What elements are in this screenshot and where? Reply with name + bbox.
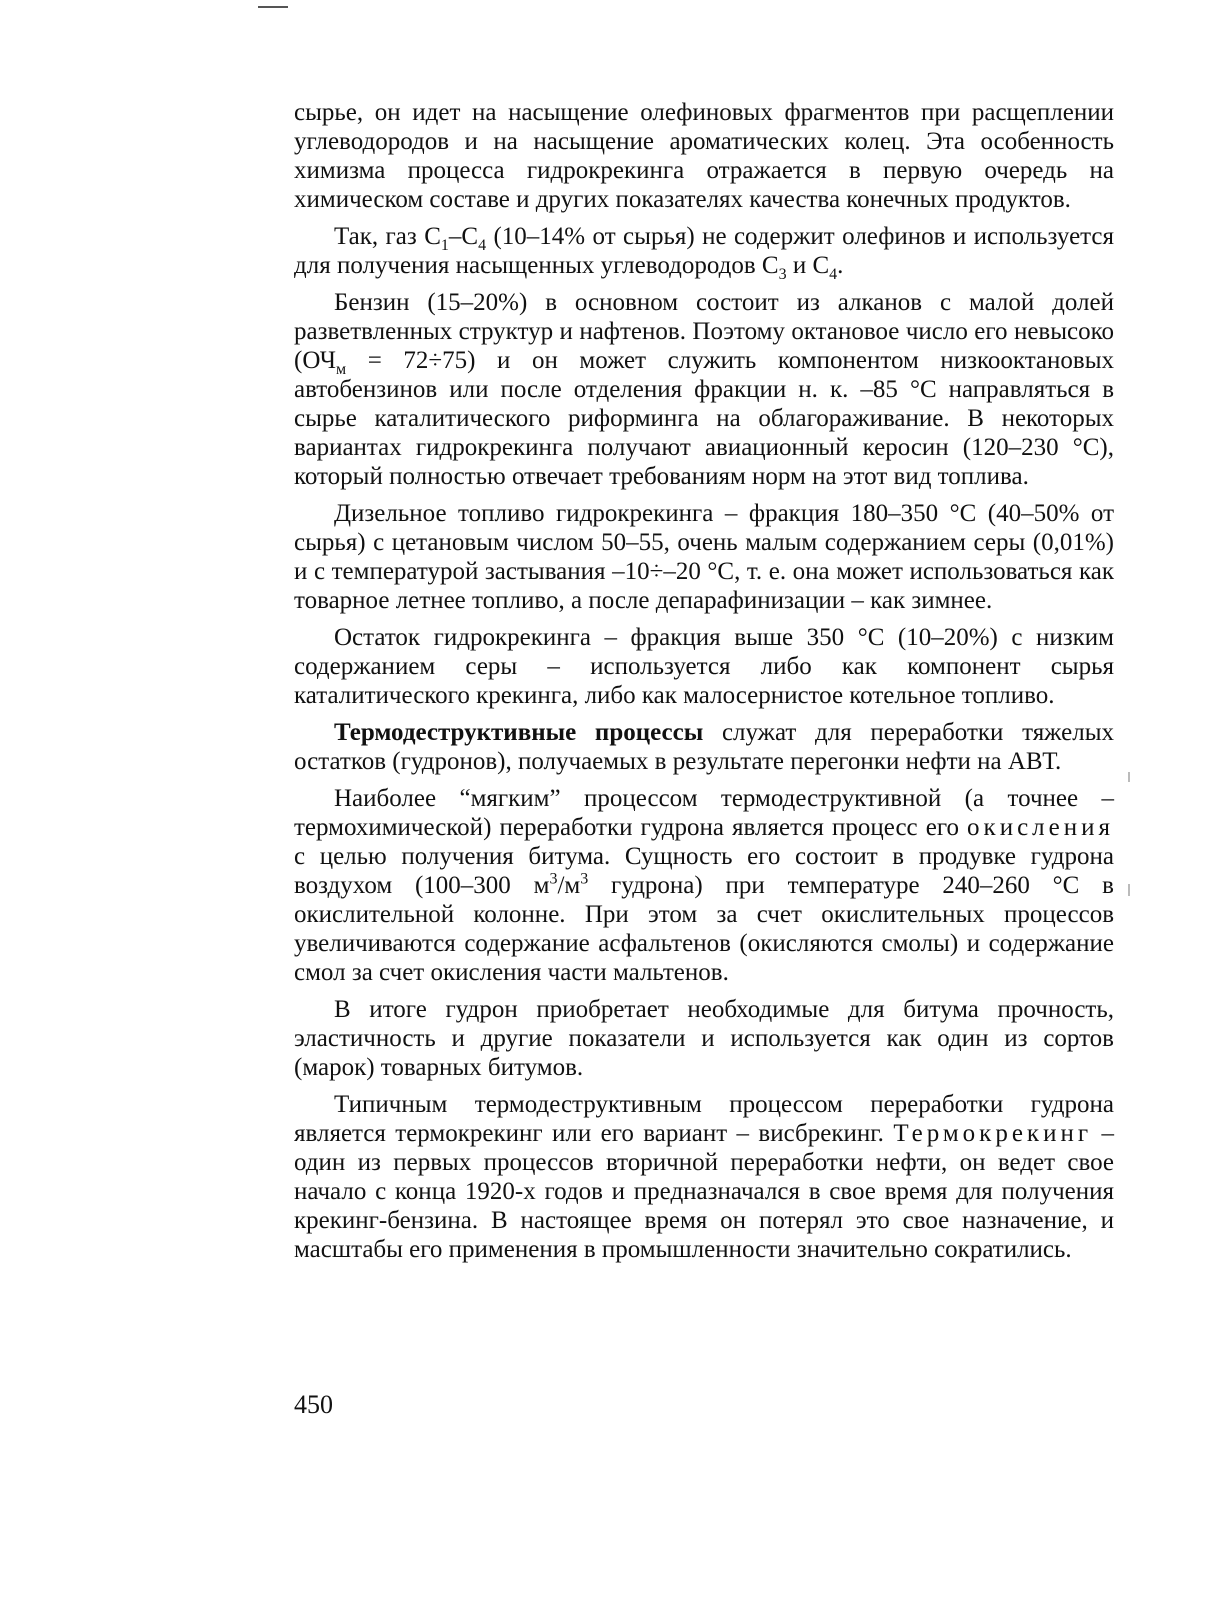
text-run: = 72÷75) и он может служить компонентом низкооктановых автобензинов или после отделения фракции н. к. –85 °С направляться в сырье каталитического риформинга на облагораживание. В некоторых вариантах гидрокрекинга получают авиационный керосин (120–230 °С), который полностью отвечает требованиям норм на этот вид топлива. [294,347,1114,490]
text-run: Наиболее “мягким” процессом термодеструктивной (а точнее – термохимической) переработки гудрона является процесс его [294,785,1114,841]
text-run: /м [557,872,581,899]
margin-mark [1128,884,1130,896]
spaced-term: окисления [967,814,1114,841]
subscript: 4 [829,266,838,283]
text-run: Бензин (15–20%) в основном состоит из алканов с малой долей разветвленных структур и нафтенов. Поэтому октановое число его невысоко (ОЧ [294,289,1114,374]
subscript: 1 [440,237,449,254]
subscript: 3 [778,266,787,283]
text-run: с целью получения битума. Сущность его состоит в продувке гудрона воздухом (100–300 м [294,843,1114,899]
paragraph-6 [294,718,1114,776]
top-rule [258,6,288,8]
text-run: гудрона) при температуре 240–260 °С в окислительной колонне. При этом за счет окислительных процессов увеличиваются содержание асфальтенов (окисляются смолы) и содержание смол за счет окисления части мальтенов. [294,872,1114,986]
paragraph-1-text: сырье, он идет на насыщение олефиновых фрагментов при расщеплении углеводородов и на насыщение ароматических колец. Эта особенность химизма процесса гидрокрекинга отражается в первую очередь на химическом составе и других показателях качества конечных продуктов. [294,99,1114,213]
bold-term: Термодеструктивные процессы [334,719,704,746]
paragraph-4-text: Дизельное топливо гидрокрекинга – фракция 180–350 °С (40–50% от сырья) с цетановым числом 50–55, очень малым содержанием серы (0,01%) и с температурой застывания –10÷–20 °С, т. е. она может использоваться как товарное летнее топливо, а после депарафинизации – как зимнее. [294,500,1114,614]
subscript: 4 [478,237,487,254]
text-run: – один из первых процессов вторичной переработки нефти, он ведет свое начало с конца 1920-х годов и предназначался в свое время для получения крекинг-бензина. В настоящее время он потерял это свое назначение, и масштабы его применения в промышленности значительно сократились. [294,1120,1114,1263]
text-run: Так, газ C [334,223,441,250]
page-number: 450 [294,1390,333,1419]
paragraph-4 [294,499,1114,615]
paragraph-2 [294,222,1115,283]
paragraph-5-text: Остаток гидрокрекинга – фракция выше 350 °С (10–20%) с низким содержанием серы – используется либо как компонент сырья каталитического крекинга, либо как малосернистое котельное топливо. [294,624,1114,709]
body-text [294,98,1114,1272]
paragraph-5 [294,623,1114,710]
paragraph-8 [294,995,1114,1082]
paragraph-7 [294,784,1114,987]
paragraph-9 [294,1090,1114,1264]
spaced-term: Термокрекинг [893,1120,1093,1147]
superscript: 3 [549,870,558,888]
text-run: . [837,252,844,279]
paragraph-3 [294,288,1114,491]
text-run: –C [448,223,479,250]
margin-mark [1128,772,1130,782]
text-run: и C [786,252,830,279]
paragraph-1 [294,98,1114,214]
subscript: м [336,361,347,378]
text-run: служат для переработки тяжелых остатков (гудронов), получаемых в результате перегонки нефти на АВТ. [294,719,1114,775]
text-run: Типичным термодеструктивным процессом переработки гудрона является термокрекинг или его вариант – висбрекинг. [294,1091,1114,1147]
superscript: 3 [580,870,589,888]
text-run: (10–14% от сырья) не содержит олефинов и используется для получения насыщенных углеводородов C [294,223,1115,279]
paragraph-8-text: В итоге гудрон приобретает необходимые для битума прочность, эластичность и другие показатели и используется как один из сортов (марок) товарных битумов. [294,996,1114,1081]
